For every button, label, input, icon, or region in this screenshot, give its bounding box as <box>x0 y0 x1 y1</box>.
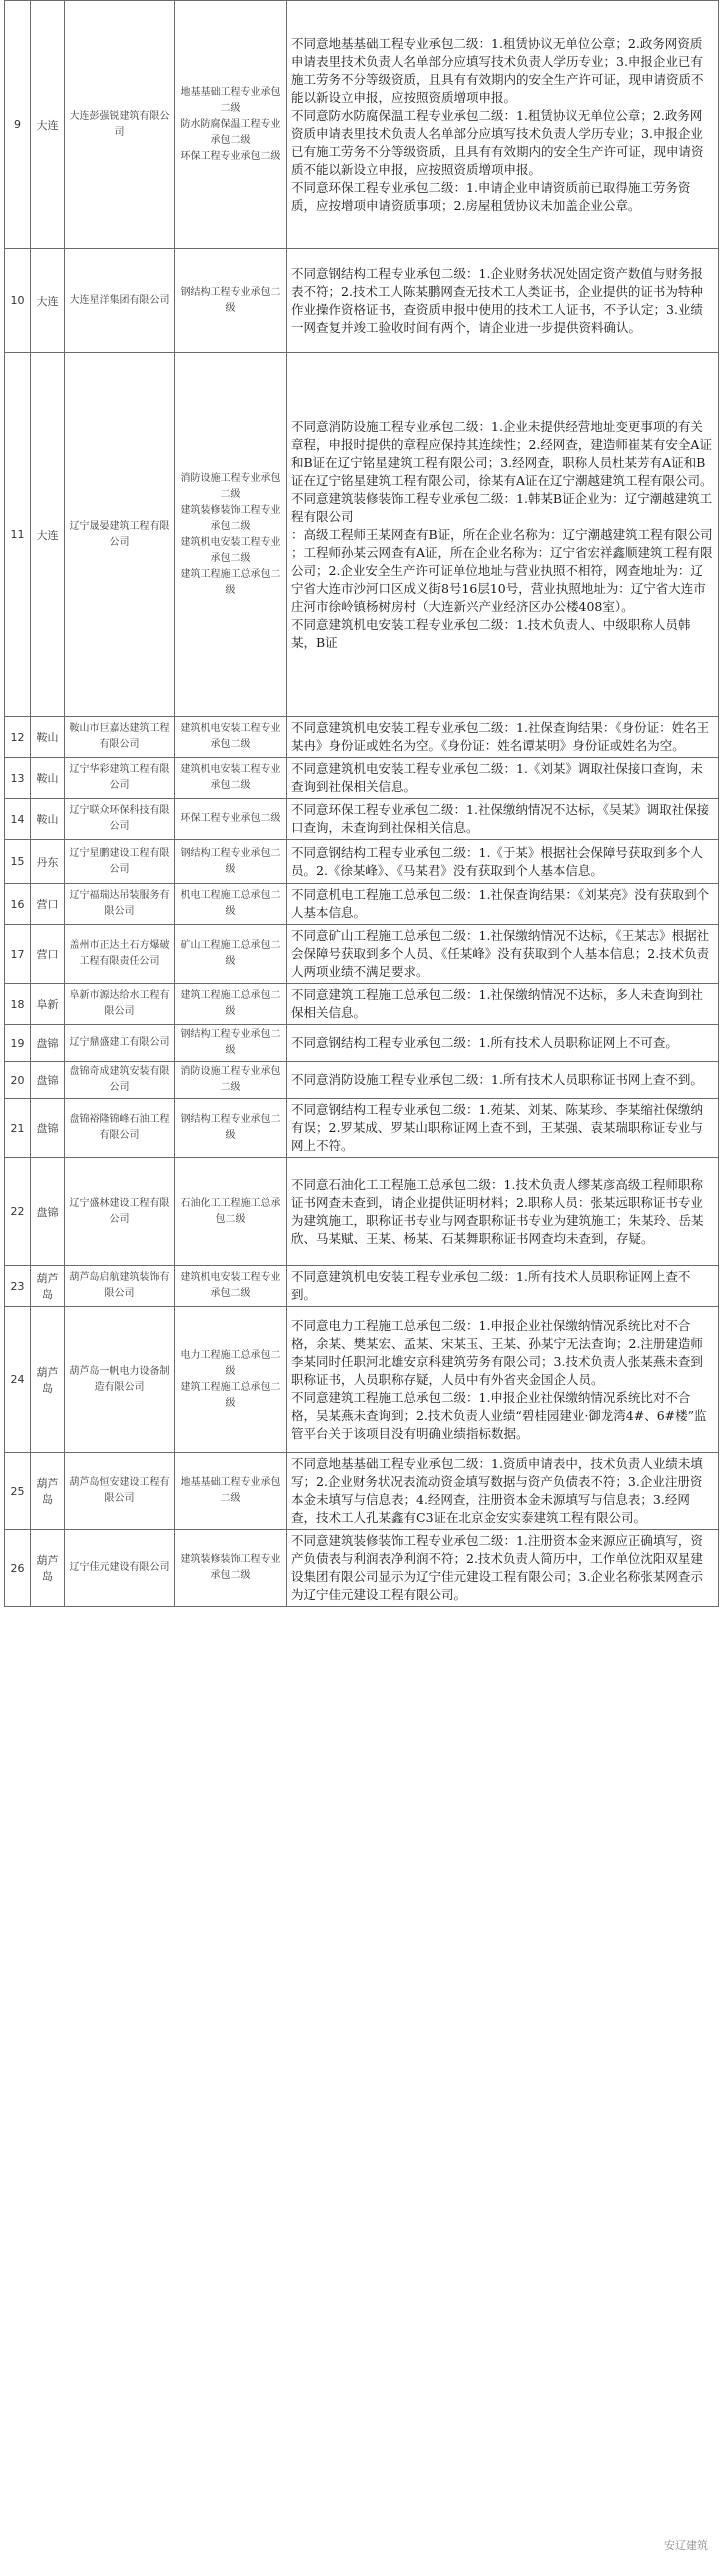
qualification-item: 钢结构工程专业承包二级 <box>180 1114 281 1141</box>
row-company: 阜新市源达给水工程有限公司 <box>65 984 175 1025</box>
table-row <box>5 1062 719 1099</box>
reason-paragraph: 不同意钢结构工程专业承包二级：1.所有技术人员职称证网上不可查。 <box>291 1035 678 1050</box>
reason-paragraph: 不同意防水防腐保温工程专业承包二级：1.租赁协议无单位公章；2.政务网资质申请表里技术负责人名单部分应填写技术负责人学历专业；3.申报企业已有施工劳务不分等级资质，且具有有效期内的安全生产许可证，现申请资质不能以新设立申报，应按照资质增项申报。 <box>291 107 704 177</box>
table-row <box>5 1266 719 1307</box>
row-city: 鞍山 <box>31 799 65 840</box>
row-reason <box>287 840 719 884</box>
row-qualifications <box>175 799 287 840</box>
reason-paragraph: 不同意环保工程专业承包二级：1.社保缴纳情况不达标，《吴某》调取社保接口查询，未查询到社保相关信息。 <box>291 802 710 835</box>
row-company: 辽宁鼎盛建工有限公司 <box>65 1025 175 1062</box>
row-city: 大连 <box>31 249 65 353</box>
row-reason <box>287 984 719 1025</box>
row-qualifications <box>175 1266 287 1307</box>
row-number: 22 <box>5 1158 31 1266</box>
reason-paragraph: 不同意钢结构工程专业承包二级：1.《于某》根据社会保障号获取到多个人员。2.《徐某峰》、《马某君》没有获取到个人基本信息。 <box>291 844 703 878</box>
reason-paragraph: 不同意石油化工工程施工总承包二级：1.技术负责人缪某彦高级工程师职称证书网查未查到，请企业提供证明材料；2.职称人员：张某远职称证书专业为建筑施工，职称证书专业与网查职称证书专业为建筑施工；朱某玲、岳某欣、马某赋、王某、杨某、石某舞职称证书网查均未查到，存疑。 <box>291 1176 704 1246</box>
row-qualifications <box>175 1158 287 1266</box>
row-city: 阜新 <box>31 984 65 1025</box>
row-number: 15 <box>5 840 31 884</box>
row-number: 25 <box>5 1453 31 1530</box>
row-city: 鞍山 <box>31 717 65 758</box>
qualification-item: 电力工程施工总承包二级 <box>180 1349 281 1377</box>
row-reason <box>287 925 719 984</box>
row-reason <box>287 1530 719 1607</box>
table-row <box>5 1453 719 1530</box>
row-reason <box>287 1453 719 1530</box>
qualification-item: 建筑工程施工总承包二级 <box>180 990 281 1017</box>
reason-paragraph: 不同意建筑装修装饰工程专业承包二级：1.韩某B证企业为：辽宁潮越建筑工程有限公司 <box>291 490 713 524</box>
row-qualifications <box>175 1 287 249</box>
row-company: 辽宁华彩建筑工程有限公司 <box>65 758 175 799</box>
row-reason <box>287 1025 719 1062</box>
row-city: 盘锦 <box>31 1158 65 1266</box>
row-city: 营口 <box>31 884 65 925</box>
row-number: 23 <box>5 1266 31 1307</box>
reason-paragraph: 不同意建筑机电安装工程专业承包二级：1.社保查询结果：《身份证：姓名王某冉》身份证或姓名为空。《身份证：姓名谭某明》身份证或姓名为空。 <box>291 720 710 753</box>
row-number: 9 <box>5 1 31 249</box>
row-qualifications <box>175 1062 287 1099</box>
row-number: 17 <box>5 925 31 984</box>
qualification-item: 矿山工程施工总承包二级 <box>180 940 281 967</box>
row-city: 盘锦 <box>31 1062 65 1099</box>
row-qualifications <box>175 249 287 353</box>
row-city: 大连 <box>31 353 65 717</box>
row-number: 16 <box>5 884 31 925</box>
row-reason <box>287 1158 719 1266</box>
row-company: 辽宁星鹏建设工程有限公司 <box>65 840 175 884</box>
row-qualifications <box>175 717 287 758</box>
row-reason <box>287 1266 719 1307</box>
reason-paragraph: 不同意矿山工程施工总承包二级：1.社保缴纳情况不达标，《王某志》根据社会保障号获取到多个人员、《任某峰》没有获取到个人基本信息；2.技术负责人两项业绩不满足要求。 <box>291 928 710 979</box>
row-reason <box>287 1062 719 1099</box>
row-qualifications <box>175 1530 287 1607</box>
row-qualifications <box>175 984 287 1025</box>
qualification-item: 环保工程专业承包二级 <box>180 813 281 824</box>
row-company: 辽宁佳元建设有限公司 <box>65 1530 175 1607</box>
qualification-item: 建筑工程施工总承包二级 <box>180 1381 281 1409</box>
qualification-item: 建筑机电安装工程专业承包二级 <box>180 1272 281 1299</box>
table-row <box>5 884 719 925</box>
row-city: 葫芦岛 <box>31 1307 65 1453</box>
row-company: 大连星洋集团有限公司 <box>65 249 175 353</box>
row-company: 葫芦岛启航建筑装饰有限公司 <box>65 1266 175 1307</box>
row-number: 21 <box>5 1099 31 1158</box>
row-reason <box>287 1307 719 1453</box>
table-row <box>5 1307 719 1453</box>
row-reason <box>287 799 719 840</box>
table-row <box>5 1099 719 1158</box>
row-qualifications <box>175 1025 287 1062</box>
qualification-item: 消防设施工程专业承包二级 <box>180 472 281 500</box>
row-company: 辽宁盛林建设工程有限公司 <box>65 1158 175 1266</box>
row-company: 葫芦岛一帆电力设备制造有限公司 <box>65 1307 175 1453</box>
row-company: 葫芦岛恒安建设工程有限公司 <box>65 1453 175 1530</box>
qualification-item: 防水防腐保温工程专业承包二级 <box>180 118 281 146</box>
row-reason <box>287 884 719 925</box>
qualification-item: 机电工程施工总承包二级 <box>180 890 281 917</box>
table-row <box>5 353 719 717</box>
table-row <box>5 1158 719 1266</box>
row-reason <box>287 1099 719 1158</box>
table-row <box>5 1 719 249</box>
row-number: 10 <box>5 249 31 353</box>
table-row <box>5 249 719 353</box>
row-number: 11 <box>5 353 31 717</box>
table-row <box>5 840 719 884</box>
qualification-item: 建筑机电安装工程专业承包二级 <box>180 764 281 791</box>
qualification-item: 建筑装修装饰工程专业承包二级 <box>180 504 281 532</box>
qualification-item: 钢结构工程专业承包二级 <box>180 847 281 875</box>
row-company: 鞍山市巨嘉达建筑工程有限公司 <box>65 717 175 758</box>
reason-paragraph: 不同意建筑工程施工总承包二级：1.申报企业社保缴纳情况系统比对不合格，吴某燕未查询到；2.技术负责人业绩“碧桂园建业·御龙湾4#、6#楼”监管平台关于该项目没有明确业绩指标数据。 <box>291 1389 707 1441</box>
row-company: 盘锦奇成建筑安装有限公司 <box>65 1062 175 1099</box>
reason-paragraph: 不同意钢结构工程专业承包二级：1.苑某、刘某、陈某珍、李某缩社保缴纳有误；2.罗某成、罗某山职称证网上查不到，王某强、袁某瑞职称证专业与网上不符。 <box>291 1102 703 1153</box>
row-company: 大连彭强锐建筑有限公司 <box>65 1 175 249</box>
row-qualifications <box>175 1099 287 1158</box>
row-number: 14 <box>5 799 31 840</box>
row-company: 辽宁联众环保科技有限公司 <box>65 799 175 840</box>
reason-paragraph: 不同意建筑机电安装工程专业承包二级：1.所有技术人员职称证网上查不到。 <box>291 1269 691 1302</box>
reason-paragraph: ；工程师孙某云网查有A证，所在企业名称为：辽宁省宏祥鑫顺建筑工程有限公司；2.企业安全生产许可证单位地址与营业执照不相符，网查地址为：辽宁省大连市沙河口区成义街8号16层10号，营业执照地址为：辽宁省大连市庄河市徐岭镇杨树房村（大连新兴产业经济区办公楼408室）。 <box>291 544 713 614</box>
qualification-item: 环保工程专业承包二级 <box>180 150 281 162</box>
qualification-item: 地基基础工程专业承包二级 <box>180 1477 281 1504</box>
qualification-item: 地基基础工程专业承包二级 <box>180 86 281 114</box>
row-number: 26 <box>5 1530 31 1607</box>
table-row <box>5 758 719 799</box>
row-number: 19 <box>5 1025 31 1062</box>
row-city: 鞍山 <box>31 758 65 799</box>
row-city: 盘锦 <box>31 1025 65 1062</box>
qualification-item: 钢结构工程专业承包二级 <box>180 1029 281 1056</box>
row-reason <box>287 353 719 717</box>
row-qualifications <box>175 884 287 925</box>
table-row <box>5 984 719 1025</box>
reason-paragraph: 不同意地基基础工程专业承包二级：1.资质申请表中，技术负责人业绩未填写；2.企业财务状况表流动资金填写数据与资产负债表不符；3.企业注册资本金未填写与信息表；4.经网查，注册资本金未源填写与信息表；3.经网查，技术工人孔某鑫有C3证在北京金安实泰建筑工程有限公司。 <box>291 1456 703 1525</box>
row-qualifications <box>175 758 287 799</box>
reason-paragraph: 不同意建筑机电安装工程专业承包二级：1.《刘某》调取社保接口查询，未查询到社保相关信息。 <box>291 761 703 794</box>
reason-paragraph: 不同意机电工程施工总承包二级：1.社保查询结果：《刘某亮》没有获取到个人基本信息。 <box>291 887 710 920</box>
reason-paragraph: 不同意钢结构工程专业承包二级：1.企业财务状况处固定资产数值与财务报表不符；2.技术工人陈某鹏网查无技术工人类证书，企业提供的证书为特种作业操作资格证书，查资质申报中使用的技术工人证书，不予认定；3.业绩一网查复并竣工验收时间有两个，请企业进一步提供资料确认。 <box>291 265 703 335</box>
row-company: 盘锦裕隆锦峰石油工程有限公司 <box>65 1099 175 1158</box>
row-reason <box>287 717 719 758</box>
row-number: 13 <box>5 758 31 799</box>
row-qualifications <box>175 1453 287 1530</box>
qualification-item: 建筑机电安装工程专业承包二级 <box>180 723 281 750</box>
watermark-logo: 安辽建筑 <box>660 2536 712 2554</box>
row-city: 大连 <box>31 1 65 249</box>
qualification-item: 建筑机电安装工程专业承包二级 <box>180 536 281 564</box>
reason-paragraph: 不同意消防设施工程专业承包二级：1.所有技术人员职称证书网上查不到。 <box>291 1072 703 1087</box>
reason-paragraph: ：高级工程师王某网查有B证，所在企业名称为：辽宁潮越建筑工程有限公司 <box>291 526 713 542</box>
table-row <box>5 1530 719 1607</box>
reason-paragraph: 不同意建筑装修装饰工程专业承包二级：1.注册资本金来源应正确填写，资产负债表与利润表净利润不符；2.技术负责人简历中，工作单位沈阳双星建设集团有限公司显示为辽宁佳元建设工程有限公司；3.企业名称张某网查示为辽宁佳元建设工程有限公司。 <box>291 1533 703 1602</box>
row-reason <box>287 249 719 353</box>
qualification-item: 石油化工工程施工总承包二级 <box>180 1197 281 1225</box>
row-company: 辽宁晟晏建筑工程有限公司 <box>65 353 175 717</box>
row-city: 丹东 <box>31 840 65 884</box>
row-qualifications <box>175 840 287 884</box>
row-city: 营口 <box>31 925 65 984</box>
row-number: 20 <box>5 1062 31 1099</box>
row-city: 盘锦 <box>31 1099 65 1158</box>
row-reason <box>287 758 719 799</box>
row-city: 葫芦岛 <box>31 1453 65 1530</box>
reason-paragraph: 不同意建筑工程施工总承包二级：1.社保缴纳情况不达标，多人未查询到社保相关信息。 <box>291 987 703 1020</box>
reason-paragraph: 不同意环保工程专业承包二级：1.申请企业申请资质前已取得施工劳务资质，应按增项申请资质事项；2.房屋租赁协议未加盖企业公章。 <box>291 179 691 213</box>
row-company: 盖州市正达土石方爆破工程有限责任公司 <box>65 925 175 984</box>
row-reason <box>287 1 719 249</box>
qualification-item: 建筑装修装饰工程专业承包二级 <box>180 1554 281 1581</box>
table-row <box>5 1025 719 1062</box>
qualification-item: 消防设施工程专业承包二级 <box>180 1066 281 1093</box>
reason-paragraph: 不同意建筑机电安装工程专业承包二级：1.技术负责人、中级职称人员韩某，B证 <box>291 616 691 650</box>
reason-paragraph: 不同意地基基础工程专业承包二级：1.租赁协议无单位公章；2.政务网资质申请表里技术负责人名单部分应填写技术负责人学历专业；3.申报企业已有施工劳务不分等级资质，且具有有效期内的安全生产许可证，现申请资质不能以新设立申报，应按照资质增项申报。 <box>291 35 704 105</box>
results-table <box>4 0 719 1607</box>
row-company: 辽宁福瑞达吊装服务有限公司 <box>65 884 175 925</box>
row-qualifications <box>175 925 287 984</box>
qualification-item: 钢结构工程专业承包二级 <box>180 286 281 314</box>
row-city: 葫芦岛 <box>31 1266 65 1307</box>
row-number: 12 <box>5 717 31 758</box>
table-row <box>5 925 719 984</box>
row-qualifications <box>175 1307 287 1453</box>
reason-paragraph: 不同意电力工程施工总承包二级：1.申报企业社保缴纳情况系统比对不合格，余某、樊某宏、孟某、宋某玉、王某、孙某宁无法查询；2.注册建造师李某同时任职河北雄安京科建筑劳务有限公司；3.技术负责人张某燕未查到职称证书，人员职称存疑，人员中有外省夹金国企人员。 <box>291 1317 703 1387</box>
reason-paragraph: 不同意消防设施工程专业承包二级：1.企业未提供经营地址变更事项的有关章程，申报时提供的章程应保持其连续性；2.经网查，建造师崔某有安全A证和B证在辽宁铭星建筑工程有限公司；3.经网查，职称人员杜某芳有A证和B证在辽宁铭星建筑工程有限公司，徐某有A证在辽宁潮越建筑工程有限公司。 <box>291 418 713 488</box>
row-number: 24 <box>5 1307 31 1453</box>
table-row <box>5 799 719 840</box>
row-city: 葫芦岛 <box>31 1530 65 1607</box>
qualification-item: 建筑工程施工总承包二级 <box>180 568 281 596</box>
row-number: 18 <box>5 984 31 1025</box>
table-row <box>5 717 719 758</box>
row-qualifications <box>175 353 287 717</box>
